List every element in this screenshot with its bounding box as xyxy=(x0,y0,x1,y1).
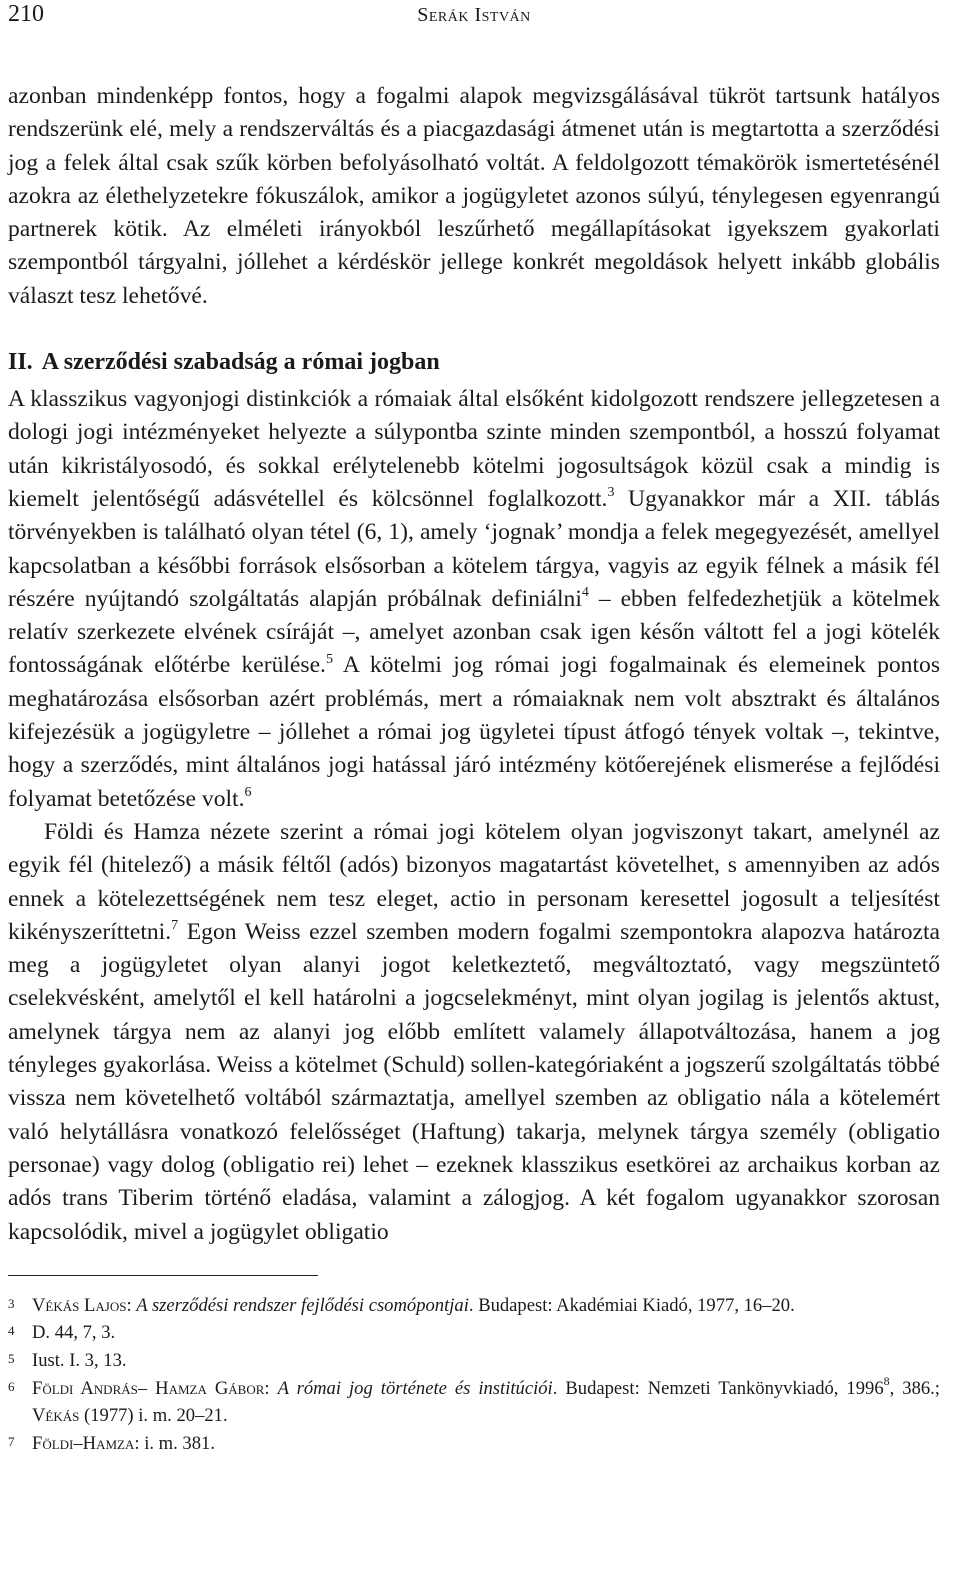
footnote-ref-3[interactable]: 3 xyxy=(607,485,615,501)
footnote-rest: . Budapest: Nemzeti Tankönyvkiadó, 1996 xyxy=(552,1377,884,1399)
footnote-separator: : xyxy=(264,1377,278,1399)
text-run: A klasszikus vagyonjogi distinkciók a rómaiak által elsőként kidolgozott rendszere jellegzetesen a dologi jogi intézményeket helyezte a súlypontba szinte minden szempontból, a hosszú folyamat után kikristályosodó, és sokkal erélytelenebb kötelmi jogosultságok közül csak a mindig is kiemelt jelentőségű adásvétellel és kölcsönnel foglalkozott. xyxy=(8,386,940,512)
paragraph-roman-law xyxy=(8,383,940,816)
footnotes xyxy=(8,1292,940,1458)
section-title: A szerződési szabadság a római jogban xyxy=(41,349,440,376)
text-run: Földi és Hamza nézete szerint a római jogi kötelem olyan jogviszonyt takart, amelynél az egyik fél (hitelező) a másik féltől (adós) bizonyos magatartást követelhet, s amennyiben az adós ennek a kötelezettségének nem tesz eleget, actio in personam keresettel jogosult a teljesítést kikényszeríttetni. xyxy=(8,818,940,945)
footnote-7 xyxy=(8,1430,940,1458)
paragraph-foldi-hamza xyxy=(8,816,940,1249)
running-title: Serák István xyxy=(417,4,531,26)
paragraph-intro: azonban mindenképp fontos, hogy a fogalmi alapok megvizsgálásával tükröt tartsunk hatályos rendszerünk elé, mely a rendszerváltás és a piacgazdasági átmenet után is megtartotta a szerződési jog a felek által csak szűk körben befolyásolható voltát. A feldolgozott témakörök ismertetésénél azokra az élethelyzetekre fókuszálok, amikor a jogügyletet azonos súlyú, ténylegesen egyenrangú partnerek kötik. Az elméleti irányokból leszűrhető megállapításokat igyekszem gyakorlati szempontból tárgyalni, jóllehet a kérdéskör jellege konkrét megoldások helyett inkább globális választ tesz lehetővé. xyxy=(8,83,940,309)
text-run: A kötelmi jog római jogi fogalmainak és elemeinek pontos meghatározása elsősorban azért problémás, mert a rómaiaknak nem volt absztrakt és általános kifejezésük a jogügyletre – jóllehet a római jog ügyletei típust átfogó tények voltak –, tekintve, hogy a szerződés, mint általános jogi hatással járó intézmény kötőerejének elismerése a fejlődési folyamat betetőzése volt. xyxy=(8,652,941,812)
footnote-title: A római jog története és institúciói xyxy=(277,1377,553,1399)
footnote-ref-5[interactable]: 5 xyxy=(325,651,333,667)
page xyxy=(8,0,940,1457)
footnote-4 xyxy=(8,1319,940,1347)
footnote-text: D. 44, 7, 3. xyxy=(32,1322,116,1344)
footnote-title: A szerződési rendszer fejlődési csomópontjai xyxy=(136,1294,469,1316)
footnote-divider xyxy=(8,1275,318,1276)
footnote-rest: . Budapest: Akadémiai Kiadó, 1977, 16–20. xyxy=(468,1294,795,1316)
edition-superscript: 8 xyxy=(883,1374,890,1389)
footnote-number: 6 xyxy=(8,1378,15,1394)
footnote-ref-6[interactable]: 6 xyxy=(244,784,252,800)
footnote-author: Vékás xyxy=(32,1405,80,1427)
section-heading xyxy=(8,345,940,379)
footnote-number: 3 xyxy=(8,1295,15,1311)
footnote-author: Földi–Hamza xyxy=(32,1432,135,1454)
footnote-number: 4 xyxy=(8,1323,15,1339)
text-run: – ebben felfedezhetjük a kötelmek relatív szerkezete elvének csíráját –, amelyet azonban csak igen későn váltott fel a jogi kötelék fontosságának előtérbe kerülése. xyxy=(8,585,940,679)
footnote-3 xyxy=(8,1292,940,1320)
footnote-number: 5 xyxy=(8,1350,15,1366)
section-number: II. xyxy=(8,349,33,376)
footnote-number: 7 xyxy=(8,1433,15,1449)
footnote-rest: , 386.; xyxy=(889,1377,940,1399)
text-run: Egon Weiss ezzel szemben modern fogalmi szempontokra alapozva határozta meg a jogügyletet olyan alanyi jogot keletkeztető, megváltoztató, vagy megszüntető cselekvésként, amelytől el kell határolni a jogcselekményt, mint olyan jogilag is jelentős aktust, amelynek tárgya nem az alanyi jog előbb említett valamely állapotváltozása, hanem a jog tényleges gyakorlása. Weiss a kötelmet (Schuld) sollen-kategóriaként a jogszerű szolgáltatás többé vissza nem követelhető voltából származtatja, amellyel szemben az obligatio nála a kötelemért való helytállásra vonatkozó felelősséget (Haftung) takarja, melynek tárgya személy (obligatio personae) vagy dolog (obligatio rei) lehet – ezeknek klasszikus esetkörei az archaikus korban az adós trans Tiberim történő eladása, valamint a zálogjog. A két fogalom ugyanakkor szorosan kapcsolódik, mivel a jogügylet obligatio xyxy=(8,918,940,1245)
footnote-text: Iust. I. 3, 13. xyxy=(32,1349,127,1371)
running-head xyxy=(8,0,940,36)
footnote-author: Földi András– Hamza Gábor xyxy=(32,1377,265,1399)
footnote-6 xyxy=(8,1375,940,1430)
page-number: 210 xyxy=(8,1,44,27)
text-run: Ugyanakkor már a XII. táblás törvényekben is található olyan tétel (6, 1), amely ‘jognak’ mondja a felek megegyezését, amellyel kapcsolatban a későbbi források elsősorban a kötelem tárgya, vagyis az egyik félnek a másik fél részére nyújtandó szolgáltatás alapján próbálnak definiálni xyxy=(8,485,940,612)
footnote-rest: : i. m. 381. xyxy=(134,1432,215,1454)
footnote-rest: (1977) i. m. 20–21. xyxy=(79,1405,228,1427)
footnote-ref-7[interactable]: 7 xyxy=(171,917,179,933)
footnote-separator: : xyxy=(126,1294,137,1316)
footnote-author: Vékás Lajos xyxy=(32,1294,127,1316)
footnote-5 xyxy=(8,1347,940,1375)
footnote-ref-4[interactable]: 4 xyxy=(581,585,589,600)
